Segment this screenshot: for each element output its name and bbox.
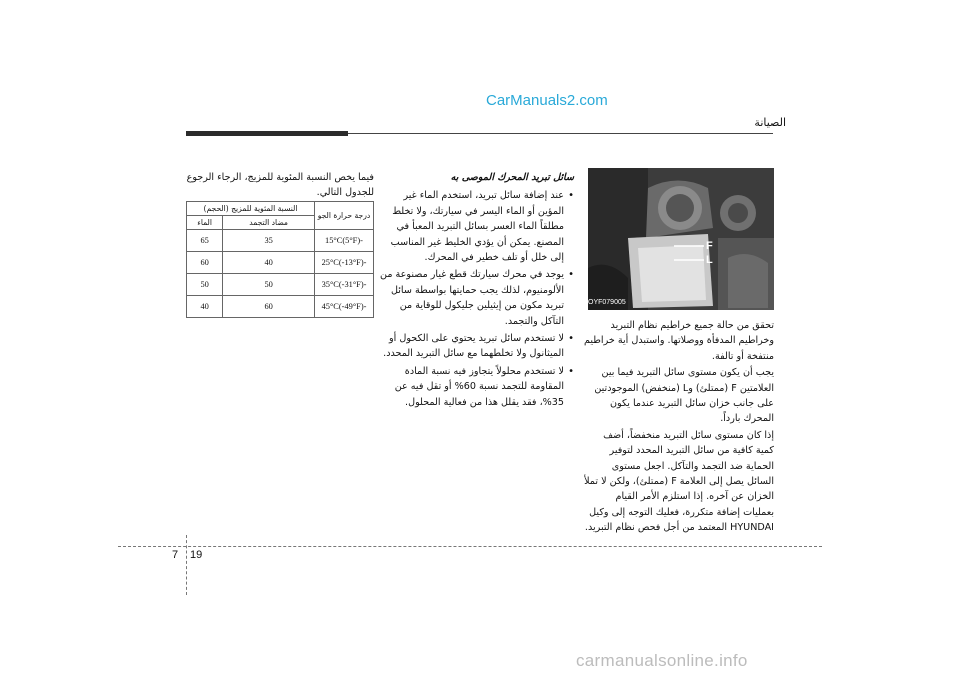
recommended-coolant-section: [380, 170, 574, 412]
bullet-aluminum-parts: • يوجد في محرك سيارتك قطع غيار مصنوعة من الألومنيوم، لذلك يجب حمايتها بواسطة سائل تبريد مكون من إيثيلين جليكول للوقاية من التآكل والتجمد.: [380, 267, 564, 329]
watermark-bottom: carmanualsonline.info: [576, 651, 748, 670]
cell-antifreeze: 35: [223, 230, 315, 252]
table-row: [187, 296, 374, 318]
table-row: [187, 274, 374, 296]
photo-caption: OYF079005: [588, 299, 626, 306]
low-mark-label: L: [706, 254, 713, 266]
bullet-water-type: • عند إضافة سائل تبريد، استخدم الماء غير المؤين أو الماء اليسر في سيارتك، ولا تخلط مطلقاً الماء العسر بسائل التبريد المعبأ في المصنع. يمكن أن يؤدي الخليط غير المناسب إلى خلل أو تلف خطير في المحرك.: [380, 188, 564, 265]
engine-coolant-reservoir-photo: [588, 168, 774, 310]
page-number: 19: [190, 549, 203, 561]
cell-temp: -35°C(-31°F): [315, 274, 374, 296]
cell-temp: -25°C(-13°F): [315, 252, 374, 274]
full-mark-label: F: [706, 240, 713, 252]
paragraph-topping-up: إذا كان مستوى سائل التبريد منخفضاً، أضف كمية كافية من سائل التبريد المحدد لتوفير الحماية ضد التجمد والتآكل. اجعل مستوى السائل يصل إلى العلامة F (ممتلئ)، ولكن لا تملأ الخزان عن آخره. إذا استلزم الأمر القيام بعمليات إضافة متكررة، فعليك التوجه إلى وكيل HYUNDAI المعتمد من أجل فحص نظام التبريد.: [584, 429, 774, 534]
chapter-number: 7: [172, 549, 179, 561]
cell-water: 40: [187, 296, 223, 318]
header-water: الماء: [187, 216, 223, 230]
cell-temp: -45°C(-49°F): [315, 296, 374, 318]
cell-water: 60: [187, 252, 223, 274]
cell-antifreeze: 40: [223, 252, 315, 274]
cell-temp: -15°C(5°F): [315, 230, 374, 252]
section-title: الصيانة: [754, 116, 786, 129]
cell-water: 65: [187, 230, 223, 252]
bullet-no-alcohol: • لا تستخدم سائل تبريد يحتوي على الكحول أو الميثانول ولا تخلطهما مع سائل التبريد المحدد.: [380, 331, 564, 362]
footer-divider: [118, 546, 822, 547]
header-ambient-temp: درجة حرارة الجو: [315, 202, 374, 230]
coolant-check-text: [582, 318, 774, 536]
table-row: [187, 230, 374, 252]
antifreeze-mixture-table: [186, 201, 374, 318]
bullet-mix-ratio: • لا تستخدم محلولاً يتجاوز فيه نسبة المادة المقاومة للتجمد نسبة 60% أو تقل فيه عن 35%، فقد يقلل هذا من فعالية المحلول.: [380, 364, 564, 410]
footer-vertical-divider: [186, 535, 187, 595]
header-rule-thin: [348, 133, 773, 134]
cell-antifreeze: 50: [223, 274, 315, 296]
table-row: [187, 252, 374, 274]
recommended-coolant-heading: سائل تبريد المحرك الموصى به: [450, 172, 574, 183]
cell-antifreeze: 60: [223, 296, 315, 318]
mixture-intro: فيما يخص النسبة المئوية للمزيج، الرجاء الرجوع للجدول التالي.: [186, 172, 374, 199]
engine-illustration: [588, 168, 774, 310]
watermark-top: CarManuals2.com: [486, 92, 608, 109]
cell-water: 50: [187, 274, 223, 296]
paragraph-coolant-level: يجب أن يكون مستوى سائل التبريد فيما بين العلامتين F (ممتلئ) وL (منخفض) الموجودتين على جانب خزان سائل التبريد عندما يكون المحرك بارداً.: [594, 367, 774, 425]
header-mixture-percentage: النسبة المئوية للمزيج (الحجم): [187, 202, 315, 216]
coolant-bullets: [380, 188, 574, 410]
paragraph-hose-check: تحقق من حالة جميع خراطيم نظام التبريد وخراطيم المدفأة ووصلاتها. واستبدل أية خراطيم منتفخة أو تالفة.: [583, 320, 774, 362]
header-rule-thick: [186, 131, 348, 136]
header-antifreeze: مضاد التجمد: [223, 216, 315, 230]
